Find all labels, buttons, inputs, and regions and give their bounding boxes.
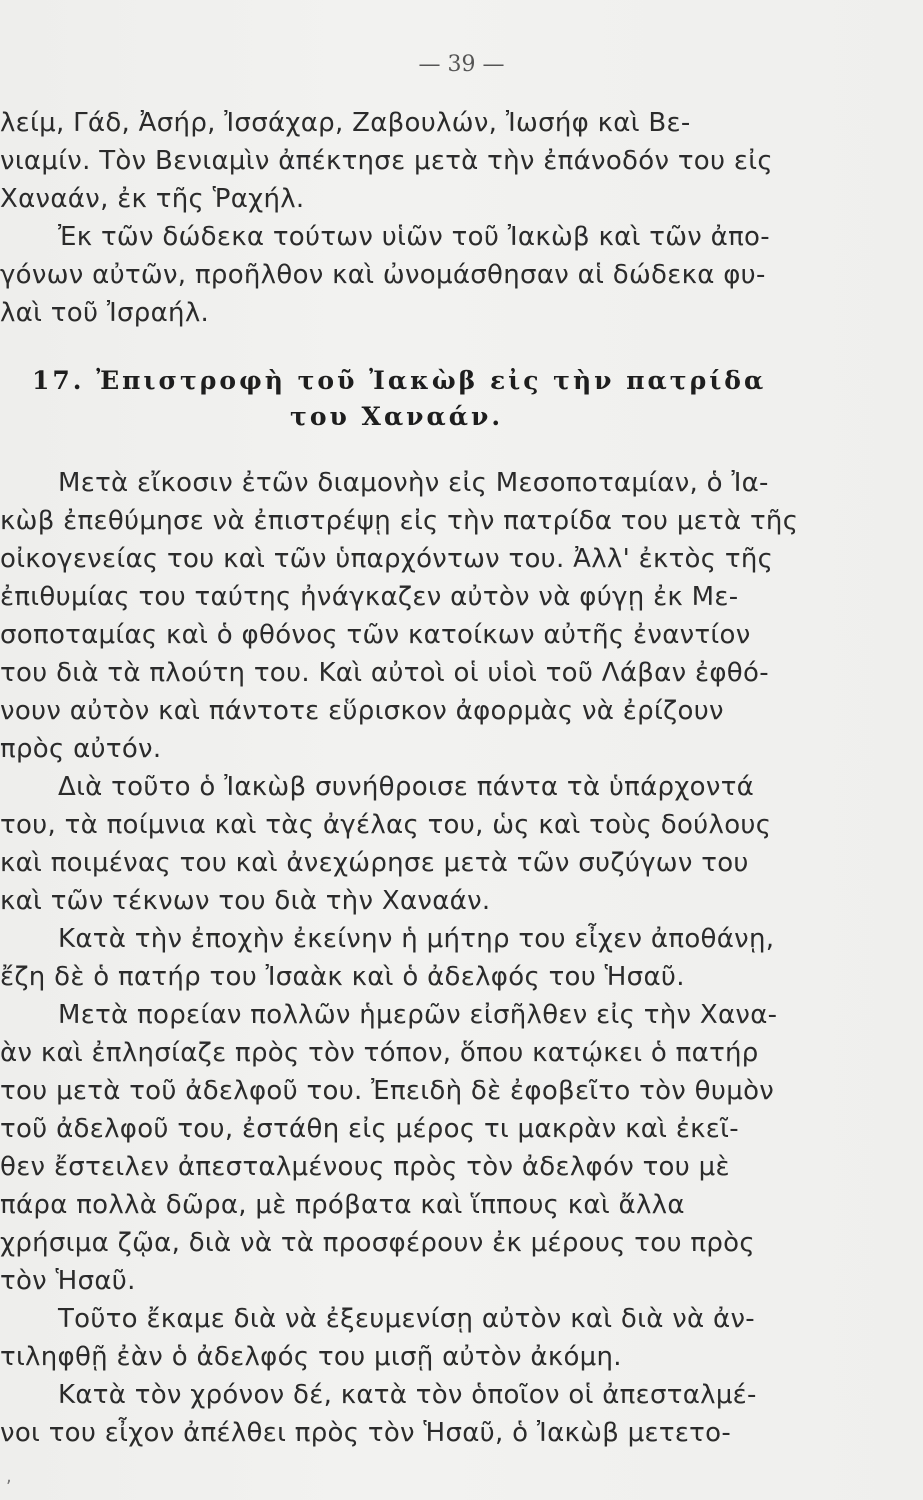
text-line: Τοῦτο ἔκαμε διὰ νὰ ἐξευμενίσῃ αὐτὸν καὶ διὰ νὰ ἀν- [58,1304,755,1334]
section-heading: 17. Ἐπιστροφὴ τοῦ Ἰακὼβ εἰς τὴν πατρίδα [32,366,767,395]
text-line: Κατὰ τὸν χρόνον δέ, κατὰ τὸν ὁποῖον οἱ ἀπεσταλμέ- [58,1380,757,1410]
text-line: τοῦ ἀδελφοῦ του, ἐστάθη εἰς μέρος τι μακρὰν καὶ ἐκεῖ- [0,1114,739,1144]
text-line: κὼβ ἐπεθύμησε νὰ ἐπιστρέψῃ εἰς τὴν πατρίδα του μετὰ τῆς [0,506,799,536]
text-line: Κατὰ τὴν ἐποχὴν ἐκείνην ἡ μήτηρ του εἶχεν ἀποθάνῃ, [58,924,775,954]
text-line: Μετὰ πορείαν πολλῶν ἡμερῶν εἰσῆλθεν εἰς τὴν Χανα- [58,1000,778,1030]
text-line: νιαμίν. Τὸν Βενιαμὶν ἀπέκτησε μετὰ τὴν ἐπάνοδόν του εἰς [0,146,773,176]
text-line: λαὶ τοῦ Ἰσραήλ. [0,298,210,328]
text-line: Μετὰ εἴκοσιν ἐτῶν διαμονὴν εἰς Μεσοποταμίαν, ὁ Ἰα- [58,468,769,498]
text-line: του, τὰ ποίμνια καὶ τὰς ἀγέλας του, ὡς καὶ τοὺς δούλους [0,810,772,840]
text-line: καὶ τῶν τέκνων του διὰ τὴν Χαναάν. [0,886,491,916]
margin-mark: , [6,1466,12,1487]
text-line: χρήσιμα ζῷα, διὰ νὰ τὰ προσφέρουν ἐκ μέρους του πρὸς [0,1228,755,1258]
page-number: — 39 — [418,52,505,77]
text-line: Διὰ τοῦτο ὁ Ἰακὼβ συνήθροισε πάντα τὰ ὑπάρχοντά [58,772,755,802]
text-line: του διὰ τὰ πλούτη του. Καὶ αὐτοὶ οἱ υἱοὶ τοῦ Λάβαν ἐφθό- [0,658,769,688]
text-line: οἰκογενείας του καὶ τῶν ὑπαρχόντων του. Ἀλλ' ἐκτὸς τῆς [0,544,774,574]
text-line: τιληφθῇ ἐὰν ὁ ἀδελφός του μισῇ αὐτὸν ἀκόμη. [0,1342,622,1372]
text-line: πρὸς αὐτόν. [0,734,162,764]
text-line: σοποταμίας καὶ ὁ φθόνος τῶν κατοίκων αὐτῆς ἐναντίον [0,620,751,650]
text-line: νουν αὐτὸν καὶ πάντοτε εὕρισκον ἀφορμὰς νὰ ἐρίζουν [0,696,724,726]
text-line: ἔζη δὲ ὁ πατήρ του Ἰσαὰκ καὶ ὁ ἀδελφός του Ἡσαῦ. [0,962,685,992]
text-line: λείμ, Γάδ, Ἀσήρ, Ἰσσάχαρ, Ζαβουλών, Ἰωσήφ καὶ Βε- [0,108,691,138]
text-line: Ἐκ τῶν δώδεκα τούτων υἱῶν τοῦ Ἰακὼβ καὶ τῶν ἀπο- [58,222,770,252]
text-line: γόνων αὐτῶν, προῆλθον καὶ ὠνομάσθησαν αἱ δώδεκα φυ- [0,260,766,290]
text-line: τὸν Ἡσαῦ. [0,1266,136,1296]
section-heading-continued: του Χαναάν. [290,402,504,431]
text-line: νοι του εἶχον ἀπέλθει πρὸς τὸν Ἡσαῦ, ὁ Ἰακὼβ μετετο- [0,1418,732,1448]
text-line: ὰν καὶ ἐπλησίαζε πρὸς τὸν τόπον, ὅπου κατῴκει ὁ πατήρ [0,1038,759,1068]
text-line: καὶ ποιμένας του καὶ ἀνεχώρησε μετὰ τῶν συζύγων του [0,848,749,878]
text-line: θεν ἔστειλεν ἀπεσταλμένους πρὸς τὸν ἀδελφόν του μὲ [0,1152,730,1182]
text-line: Χαναάν, ἐκ τῆς Ῥαχήλ. [0,184,305,214]
text-line: ἐπιθυμίας του ταύτης ἠνάγκαζεν αὐτὸν νὰ φύγῃ ἐκ Με- [0,582,739,612]
text-line: πάρα πολλὰ δῶρα, μὲ πρόβατα καὶ ἵππους καὶ ἄλλα [0,1190,685,1220]
text-line: του μετὰ τοῦ ἀδελφοῦ του. Ἐπειδὴ δὲ ἐφοβεῖτο τὸν θυμὸν [0,1076,775,1106]
